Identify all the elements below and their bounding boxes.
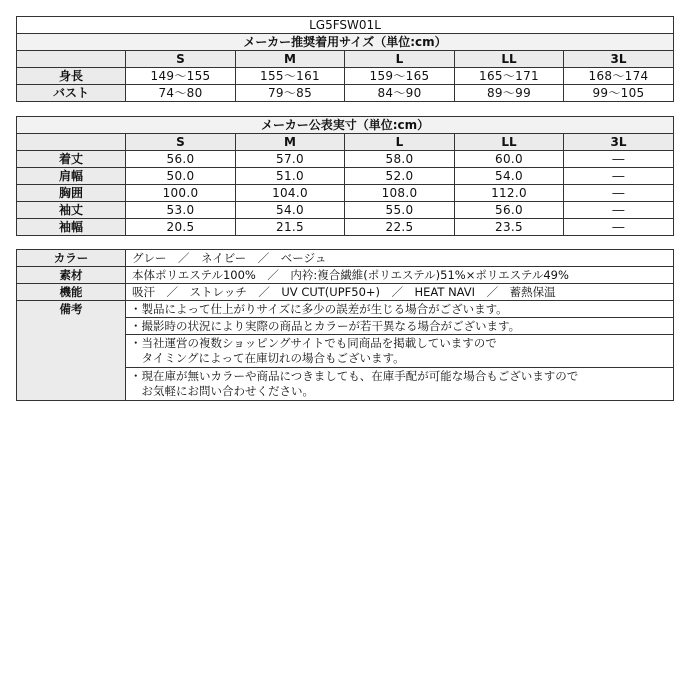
cell-value: 100.0 — [126, 185, 236, 202]
cell-value: 79～85 — [236, 85, 345, 102]
note-item: ・現在庫が無いカラーや商品につきましても、在庫手配が可能な場合もございますので お気軽にお問い合わせください。 — [126, 368, 674, 401]
note-item: ・製品によって仕上がりサイズに多少の誤差が生じる場合がございます。 — [126, 301, 674, 318]
measured-size-table — [16, 116, 674, 236]
cell-value: 89～99 — [455, 85, 564, 102]
cell-value: 108.0 — [345, 185, 455, 202]
table-row — [17, 168, 674, 185]
cell-value: 56.0 — [455, 202, 564, 219]
cell-value: 84～90 — [345, 85, 455, 102]
material-label: 素材 — [17, 267, 126, 284]
cell-value: ― — [564, 185, 674, 202]
cell-value: 57.0 — [236, 151, 345, 168]
table-row — [17, 219, 674, 236]
cell-value: 51.0 — [236, 168, 345, 185]
cell-value: 74～80 — [126, 85, 236, 102]
color-value: グレー ／ ネイビー ／ ベージュ — [126, 250, 674, 267]
measured-table-title: メーカー公表実寸（単位:cm） — [17, 117, 674, 134]
cell-value: 54.0 — [455, 168, 564, 185]
cell-value: 54.0 — [236, 202, 345, 219]
corner-cell — [17, 51, 126, 68]
cell-value: ― — [564, 202, 674, 219]
product-details-table — [16, 249, 674, 401]
cell-value: 104.0 — [236, 185, 345, 202]
row-label: 身長 — [17, 68, 126, 85]
cell-value: 60.0 — [455, 151, 564, 168]
table-row — [17, 202, 674, 219]
cell-value: 155～161 — [236, 68, 345, 85]
cell-value: 168～174 — [564, 68, 674, 85]
size-header: L — [345, 51, 455, 68]
size-header: M — [236, 134, 345, 151]
row-label: 袖幅 — [17, 219, 126, 236]
size-header: 3L — [564, 134, 674, 151]
cell-value: 23.5 — [455, 219, 564, 236]
cell-value: 53.0 — [126, 202, 236, 219]
cell-value: 22.5 — [345, 219, 455, 236]
row-label: 着丈 — [17, 151, 126, 168]
size-header: LL — [455, 134, 564, 151]
cell-value: 55.0 — [345, 202, 455, 219]
row-label: バスト — [17, 85, 126, 102]
cell-value: 149～155 — [126, 68, 236, 85]
size-header: L — [345, 134, 455, 151]
detail-row-color — [17, 250, 674, 267]
cell-value: 21.5 — [236, 219, 345, 236]
cell-value: 112.0 — [455, 185, 564, 202]
cell-value: 56.0 — [126, 151, 236, 168]
table-row — [17, 151, 674, 168]
cell-value: 159～165 — [345, 68, 455, 85]
recommended-table-title: メーカー推奨着用サイズ（単位:cm） — [17, 34, 674, 51]
cell-value: 165～171 — [455, 68, 564, 85]
row-label: 胸囲 — [17, 185, 126, 202]
corner-cell — [17, 134, 126, 151]
size-header: 3L — [564, 51, 674, 68]
material-value: 本体ポリエステル100% ／ 内衿:複合繊維(ポリエステル)51%×ポリエステル49% — [126, 267, 674, 284]
cell-value: 99～105 — [564, 85, 674, 102]
notes-row — [17, 301, 674, 318]
row-label: 肩幅 — [17, 168, 126, 185]
cell-value: 52.0 — [345, 168, 455, 185]
cell-value: ― — [564, 219, 674, 236]
detail-row-function — [17, 284, 674, 301]
cell-value: ― — [564, 151, 674, 168]
recommended-size-table — [16, 16, 674, 102]
size-header: LL — [455, 51, 564, 68]
cell-value: 58.0 — [345, 151, 455, 168]
table-row — [17, 85, 674, 102]
color-label: カラー — [17, 250, 126, 267]
note-item: ・当社運営の複数ショッピングサイトでも同商品を掲載していますので タイミングによって在庫切れの場合もございます。 — [126, 335, 674, 368]
product-code: LG5FSW01L — [17, 17, 674, 34]
function-label: 機能 — [17, 284, 126, 301]
detail-row-material — [17, 267, 674, 284]
table-row — [17, 185, 674, 202]
size-header: M — [236, 51, 345, 68]
function-value: 吸汗 ／ ストレッチ ／ UV CUT(UPF50+) ／ HEAT NAVI ／ 蓄熱保温 — [126, 284, 674, 301]
table-row — [17, 68, 674, 85]
note-item: ・撮影時の状況により実際の商品とカラーが若干異なる場合がございます。 — [126, 318, 674, 335]
cell-value: ― — [564, 168, 674, 185]
cell-value: 50.0 — [126, 168, 236, 185]
size-header: S — [126, 134, 236, 151]
row-label: 袖丈 — [17, 202, 126, 219]
size-header: S — [126, 51, 236, 68]
cell-value: 20.5 — [126, 219, 236, 236]
notes-label: 備考 — [17, 301, 126, 401]
